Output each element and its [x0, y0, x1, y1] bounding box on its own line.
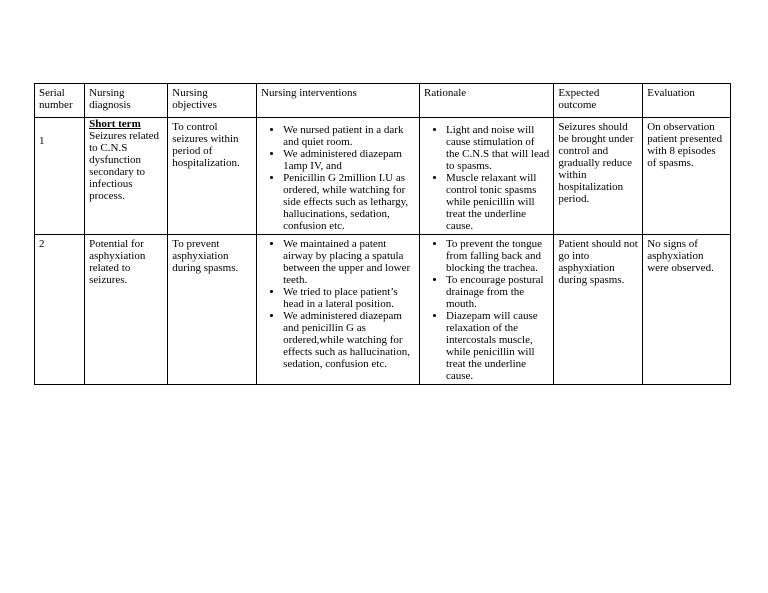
- row-2-evaluation: [643, 235, 731, 385]
- evaluation-text: No signs of asphyxiation were observed.: [647, 238, 714, 274]
- row-1-diagnosis: [85, 118, 168, 235]
- list-item: • Diazepam will cause relaxation of the intercostals muscle, while penicillin will treat the underline cause.: [446, 310, 549, 382]
- list-item: • We administered diazepam 1amp IV, and: [283, 148, 415, 172]
- row-1-rationale: [419, 118, 553, 235]
- header-rationale: Rationale: [419, 84, 553, 118]
- row-1-evaluation: [643, 118, 731, 235]
- table-row: [35, 118, 731, 235]
- diagnosis-text: Potential for asphyxiation related to seizures.: [89, 238, 146, 286]
- nursing-care-plan-table: [34, 83, 731, 385]
- header-nursing-interventions: Nursing interventions: [257, 84, 420, 118]
- diagnosis-subheading: Short term: [89, 118, 141, 130]
- header-evaluation: Evaluation: [643, 84, 731, 118]
- row-1-serial: [35, 118, 85, 235]
- outcome-text: Seizures should be brought under control and gradually reduce within hospitalization period.: [558, 121, 634, 205]
- outcome-text: Patient should not go into asphyxiation during spasms.: [558, 238, 638, 286]
- row-1-interventions: [257, 118, 420, 235]
- objectives-text: To prevent asphyxiation during spasms.: [172, 238, 239, 274]
- diagnosis-text: Seizures related to C.N.S dysfunction secondary to infectious process.: [89, 130, 160, 202]
- row-1-objectives: [168, 118, 257, 235]
- list-item: • To encourage postural drainage from the mouth.: [446, 274, 549, 310]
- row-2-rationale: [419, 235, 553, 385]
- list-item: • We administered diazepam and penicillin G as ordered,while watching for effects such as hallucination, sedation, confusion etc.: [283, 310, 415, 370]
- evaluation-text: On observation patient presented with 8 episodes of spasms.: [647, 121, 723, 169]
- list-item: • We nursed patient in a dark and quiet room.: [283, 124, 415, 148]
- list-item: • Muscle relaxant will control tonic spasms while penicillin will treat the underline cause.: [446, 172, 549, 232]
- header-nursing-objectives: Nursing objectives: [168, 84, 257, 118]
- objectives-text: To control seizures within period of hospitalization.: [172, 121, 240, 169]
- list-item: • Light and noise will cause stimulation of the C.N.S that will lead to spasms.: [446, 124, 549, 172]
- list-item: • We tried to place patient’s head in a lateral position.: [283, 286, 415, 310]
- header-expected-outcome: Expected outcome: [554, 84, 643, 118]
- rationale-list: [424, 124, 549, 232]
- row-2-diagnosis: [85, 235, 168, 385]
- interventions-list: [261, 238, 415, 370]
- header-serial-number: Serial number: [35, 84, 85, 118]
- serial-number-value: 1: [39, 135, 45, 147]
- list-item: • Penicillin G 2million I.U as ordered, while watching for side effects such as lethargy, hallucinations, sedation, confusion etc.: [283, 172, 415, 232]
- serial-number-value: 2: [39, 238, 45, 250]
- rationale-list: [424, 238, 549, 382]
- row-2-serial: [35, 235, 85, 385]
- list-item: • To prevent the tongue from falling back and blocking the trachea.: [446, 238, 549, 274]
- table-row: [35, 235, 731, 385]
- row-2-outcome: [554, 235, 643, 385]
- row-1-outcome: [554, 118, 643, 235]
- row-2-interventions: [257, 235, 420, 385]
- interventions-list: [261, 124, 415, 232]
- table-header-row: [35, 84, 731, 118]
- list-item: • We maintained a patent airway by placing a spatula between the upper and lower teeth.: [283, 238, 415, 286]
- header-nursing-diagnosis: Nursing diagnosis: [85, 84, 168, 118]
- row-2-objectives: [168, 235, 257, 385]
